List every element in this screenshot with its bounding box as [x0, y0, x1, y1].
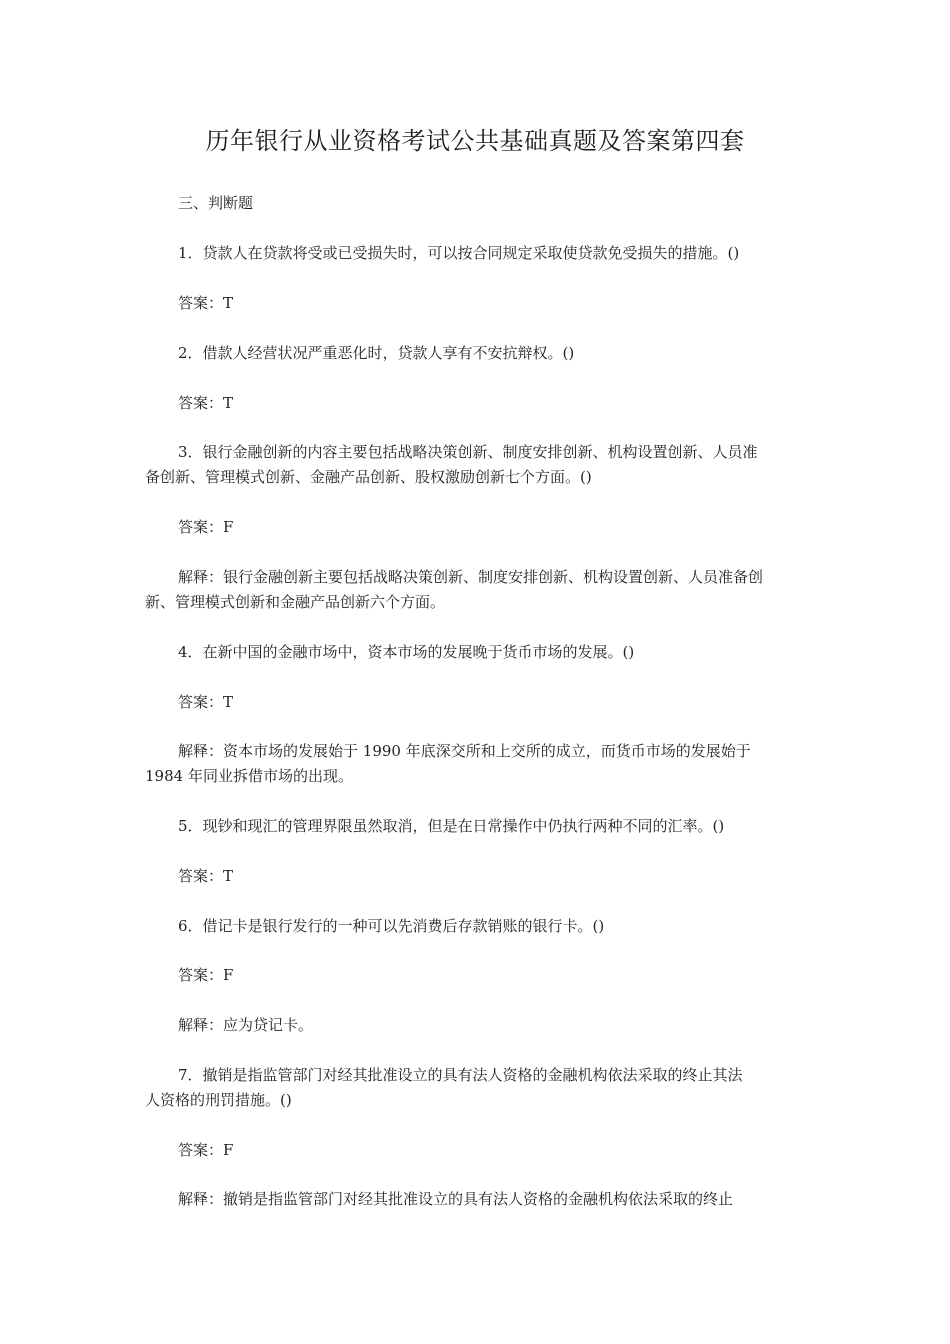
question-7-line-2: 人资格的刑罚措施。(): [145, 1091, 292, 1109]
answer-6: 答案：F: [178, 966, 234, 984]
answer-2: 答案：T: [178, 394, 234, 412]
answer-1: 答案：T: [178, 294, 234, 312]
question-3-line-1: 3．银行金融创新的内容主要包括战略决策创新、制度安排创新、机构设置创新、人员准: [178, 443, 758, 461]
question-2: 2．借款人经营状况严重恶化时，贷款人享有不安抗辩权。(): [178, 344, 575, 362]
explanation-4-line-1: 解释：资本市场的发展始于 1990 年底深交所和上交所的成立，而货币市场的发展始于: [178, 742, 751, 760]
question-5: 5．现钞和现汇的管理界限虽然取消，但是在日常操作中仍执行两种不同的汇率。(): [178, 817, 725, 835]
answer-7: 答案：F: [178, 1141, 234, 1159]
document-title: 历年银行从业资格考试公共基础真题及答案第四套: [205, 127, 745, 155]
section-heading: 三、判断题: [178, 194, 254, 212]
explanation-3-line-1: 解释：银行金融创新主要包括战略决策创新、制度安排创新、机构设置创新、人员准备创: [178, 568, 764, 586]
question-1: 1．贷款人在贷款将受或已受损失时，可以按合同规定采取使贷款免受损失的措施。(): [178, 244, 740, 262]
explanation-6: 解释：应为贷记卡。: [178, 1016, 314, 1034]
question-6: 6．借记卡是银行发行的一种可以先消费后存款销账的银行卡。(): [178, 917, 605, 935]
explanation-3-line-2: 新、管理模式创新和金融产品创新六个方面。: [145, 593, 446, 611]
answer-5: 答案：T: [178, 867, 234, 885]
answer-3: 答案：F: [178, 518, 234, 536]
question-7-line-1: 7．撤销是指监管部门对经其批准设立的具有法人资格的金融机构依法采取的终止其法: [178, 1066, 743, 1084]
explanation-4-line-2: 1984 年同业拆借市场的出现。: [145, 767, 353, 785]
answer-4: 答案：T: [178, 693, 234, 711]
question-4: 4．在新中国的金融市场中，资本市场的发展晚于货币市场的发展。(): [178, 643, 635, 661]
explanation-7-line-1: 解释：撤销是指监管部门对经其批准设立的具有法人资格的金融机构依法采取的终止: [178, 1190, 734, 1208]
question-3-line-2: 备创新、管理模式创新、金融产品创新、股权激励创新七个方面。(): [145, 468, 592, 486]
